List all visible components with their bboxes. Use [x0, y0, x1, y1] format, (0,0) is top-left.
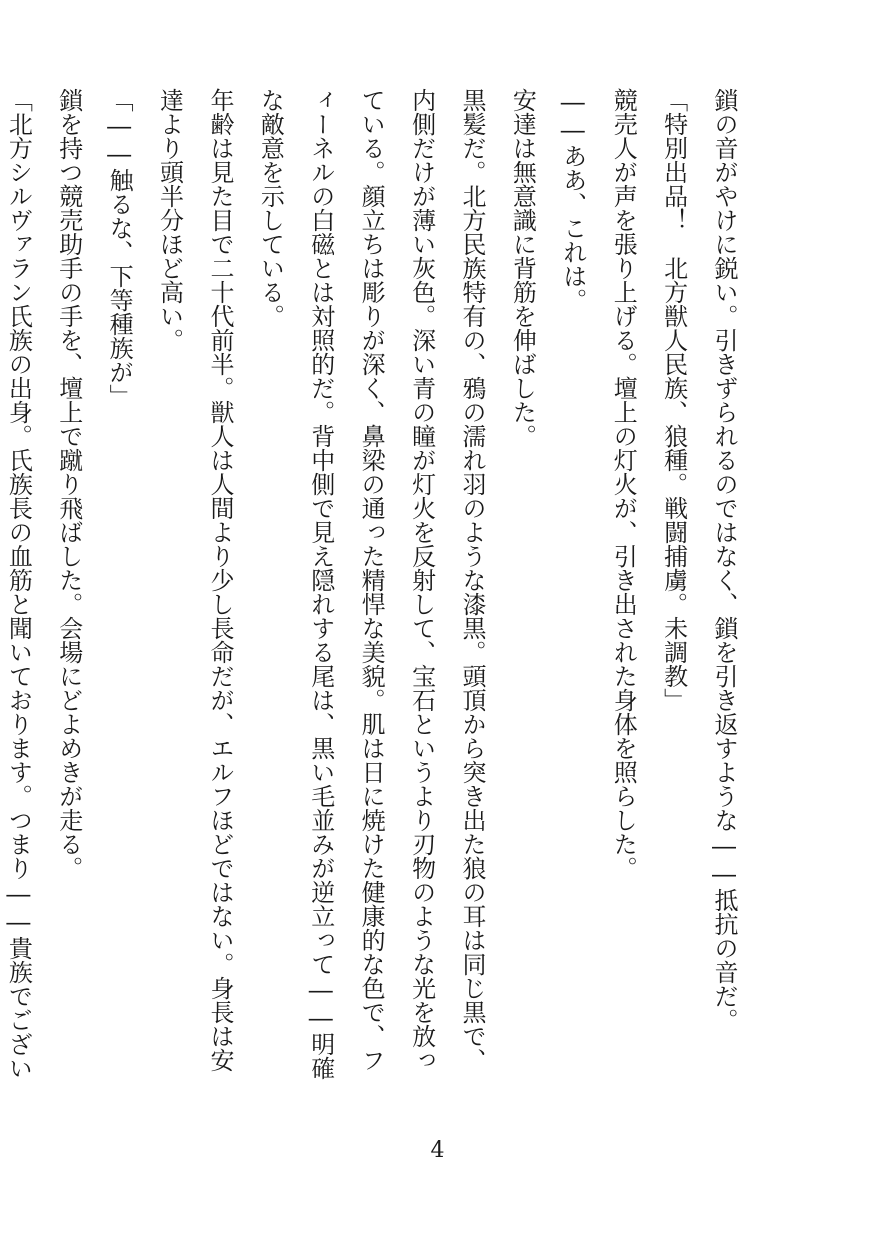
paragraph-2: 「特別出品！ 北方獣人民族、狼種。戦闘捕虜。未調教」 — [659, 88, 688, 712]
paragraph-10: 「北方シルヴァラン氏族の出身。氏族長の血筋と聞いております。つまり――貴族でござい — [4, 88, 33, 1080]
paragraph-7: 年齢は見た目で二十代前半。獣人は人間より少し長命だが、エルフほどではない。身長は安達より頭半分ほど高い。 — [155, 88, 234, 1072]
paragraph-5: 安達は無意識に背筋を伸ばした。 — [508, 88, 537, 448]
page-number: 4 — [430, 1138, 445, 1163]
paragraph-1: 鎖の音がやけに鋭い。引きずられるのではなく、鎖を引き返すような――抵抗の音だ。 — [710, 88, 738, 1032]
paragraph-8: 「――触るな、下等種族が」 — [105, 88, 134, 408]
paragraph-4: ――ああ、これは。 — [558, 88, 587, 312]
vertical-text-body — [4, 88, 749, 1088]
paragraph-3: 競売人が声を張り上げる。壇上の灯火が、引き出された身体を照らした。 — [609, 88, 638, 880]
paragraph-6: 黒髪だ。北方民族特有の、鴉の濡れ羽のような漆黒。頭頂から突き出た狼の耳は同じ黒で、内側だけが薄い灰色。深い青の瞳が灯火を反射して、宝石というより刃物のような光を放っている。顔立ちは彫りが深く、鼻梁の通った精悍な美貌。肌は日に焼けた健康的な色で、フィーネルの白磁とは対照的だ。背中側で見え隠れする尾は、黒い毛並みが逆立って――明確な敵意を示している。 — [256, 88, 486, 1080]
paragraph-9: 鎖を持つ競売助手の手を、壇上で蹴り飛ばした。会場にどよめきが走る。 — [54, 88, 83, 880]
